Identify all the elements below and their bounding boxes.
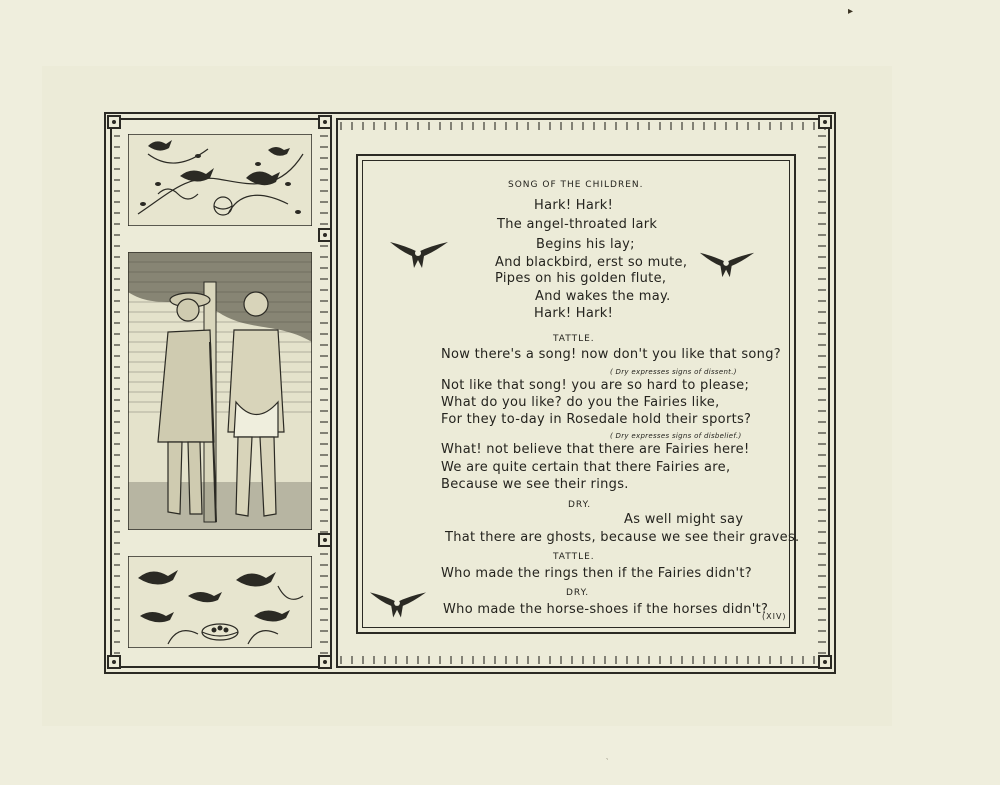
flying-bird-icon (698, 248, 756, 284)
plate-number: (XIV) (762, 612, 787, 621)
verse-line: Hark! Hark! (534, 198, 614, 213)
corner-ornament (107, 655, 121, 669)
verse-line: Hark! Hark! (534, 306, 614, 321)
corner-ornament (318, 533, 332, 547)
verse-line: That there are ghosts, because we see their graves. (445, 530, 800, 545)
verse-line: What! not believe that there are Fairies here! (441, 442, 750, 457)
speaker-label: TATTLE. (553, 334, 595, 344)
left-border-band (114, 132, 120, 654)
flying-bird-icon (388, 238, 450, 274)
corner-ornament (818, 655, 832, 669)
right-border-band (818, 132, 826, 654)
page-title: SONG OF THE CHILDREN. (508, 180, 644, 190)
corner-ornament (318, 655, 332, 669)
paper-speck: ˏ (606, 752, 609, 760)
speaker-label: DRY. (568, 500, 592, 510)
verse-line: Who made the horse-shoes if the horses didn't? (443, 602, 769, 617)
speaker-label: TATTLE. (553, 552, 595, 562)
paper-speck: ▸ (848, 6, 854, 17)
verse-line: Begins his lay; (536, 237, 635, 252)
verse-line: And blackbird, erst so mute, (495, 255, 688, 270)
corner-ornament (318, 115, 332, 129)
two-figures-engraving (128, 252, 312, 530)
stage-direction: ( Dry expresses signs of dissent.) (610, 368, 737, 376)
corner-ornament (107, 115, 121, 129)
corner-ornament (318, 228, 332, 242)
verse-line: As well might say (624, 512, 744, 527)
verse-line: Because we see their rings. (441, 477, 629, 492)
corner-ornament (818, 115, 832, 129)
bottom-border-band (340, 656, 826, 664)
verse-line: Pipes on his golden flute, (495, 271, 667, 286)
verse-line: The angel-throated lark (497, 217, 658, 232)
top-border-band (340, 122, 826, 130)
speaker-label: DRY. (566, 588, 590, 598)
verse-line: For they to-day in Rosedale hold their sports? (441, 412, 752, 427)
birds-branches-engraving (128, 134, 312, 226)
verse-line: We are quite certain that there Fairies are, (441, 460, 731, 475)
verse-line: Who made the rings then if the Fairies didn't? (441, 566, 752, 581)
verse-line: And wakes the may. (535, 289, 671, 304)
divider-border-band (320, 132, 328, 654)
verse-line: What do you like? do you the Fairies like, (441, 395, 720, 410)
birds-nest-engraving (128, 556, 312, 648)
stage-direction: ( Dry expresses signs of disbelief.) (610, 432, 742, 440)
verse-line: Not like that song! you are so hard to please; (441, 378, 750, 393)
verse-line: Now there's a song! now don't you like that song? (441, 347, 781, 362)
flying-bird-icon (368, 588, 428, 624)
